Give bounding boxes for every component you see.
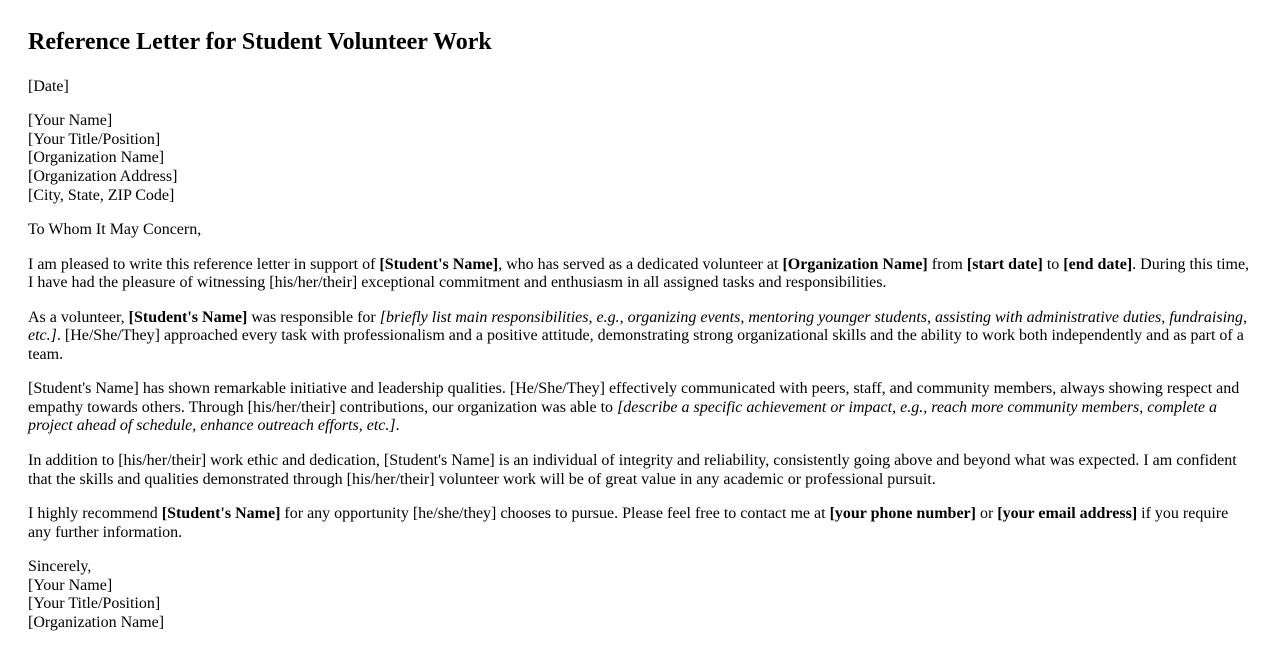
closing-title-line: [Your Title/Position] — [28, 595, 161, 613]
text-segment-normal: to — [1042, 255, 1064, 273]
text-segment-bold: [your email address] — [997, 505, 1138, 523]
text-segment-normal: for any opportunity [he/she/they] chooses to pursue. Please feel free to contact me at — [280, 505, 830, 523]
text-segment-bold: [Student's Name] — [161, 505, 281, 523]
sender-city-line: [City, State, ZIP Code] — [28, 186, 175, 204]
paragraph-initiative — [28, 380, 1250, 436]
paragraph-recommendation — [28, 505, 1250, 542]
text-segment-bold: [Student's Name] — [128, 308, 248, 326]
text-segment-normal: . [He/She/They] approached every task with professionalism and a positive attitude, demonstrating strong organizational skills and the ability to work both independently and as part of a team. — [28, 327, 1244, 363]
sender-name-line: [Your Name] — [28, 112, 113, 130]
closing-block — [28, 558, 1250, 632]
text-segment-normal: In addition to [his/her/their] work ethic and dedication, [Student's Name] is an individual of integrity and reliability, consistently going above and beyond what was expected. I am confident that the skills and qualities demonstrated through [his/her/their] volunteer work will be of great value in any academic or professional pursuit. — [28, 452, 1237, 488]
text-segment-bold: [start date] — [966, 255, 1043, 273]
salutation: To Whom It May Concern, — [28, 221, 202, 239]
text-segment-normal: . During this time, I have had the pleasure of witnessing [his/her/their] exceptional commitment and enthusiasm in all assigned tasks and responsibilities. — [28, 255, 1250, 292]
paragraph-introduction — [28, 256, 1250, 293]
paragraph-responsibilities — [28, 309, 1250, 365]
text-segment-normal: [Student's Name] has shown remarkable initiative and leadership qualities. [He/She/They] effectively communicated with peers, staff, and community members, always showing respect and empathy towards others. Through [his/her/their] contributions, our organization was able to — [28, 380, 1240, 416]
closing-org-line: [Organization Name] — [28, 613, 165, 631]
text-segment-bold: [your phone number] — [829, 505, 976, 523]
paragraph-integrity — [28, 452, 1250, 489]
text-segment-bold: [Organization Name] — [782, 255, 928, 273]
text-segment-normal: I highly recommend — [28, 505, 162, 523]
text-segment-normal: or — [975, 505, 998, 523]
text-segment-normal: , who has served as a dedicated volunteer at — [498, 255, 783, 273]
sender-org-line: [Organization Name] — [28, 149, 165, 167]
text-segment-normal: if you require any further information. — [28, 505, 1229, 541]
closing-name-line: [Your Name] — [28, 576, 113, 594]
text-segment-bold: [end date] — [1063, 255, 1133, 273]
sender-block — [28, 112, 1250, 205]
text-segment-italic: [briefly list main responsibilities, e.g., organizing events, mentoring younger students, assisting with administrative duties, fundraising, etc.] — [28, 308, 1248, 345]
date-placeholder: [Date] — [28, 77, 69, 95]
closing-sincerely-line: Sincerely, — [28, 558, 92, 576]
text-segment-normal: I am pleased to write this reference letter in support of — [28, 255, 380, 273]
sender-address-line: [Organization Address] — [28, 168, 178, 186]
text-segment-bold: [Student's Name] — [379, 255, 499, 273]
letter-title: Reference Letter for Student Volunteer Work — [28, 29, 492, 55]
text-segment-normal: was responsible for — [247, 308, 380, 326]
sender-title-line: [Your Title/Position] — [28, 130, 161, 148]
text-segment-normal: . — [395, 417, 400, 435]
text-segment-italic: [describe a specific achievement or impact, e.g., reach more community members, complete a project ahead of schedule, enhance outreach efforts, etc.] — [28, 398, 1218, 435]
text-segment-normal: from — [927, 255, 967, 273]
text-segment-normal: As a volunteer, — [28, 308, 129, 326]
